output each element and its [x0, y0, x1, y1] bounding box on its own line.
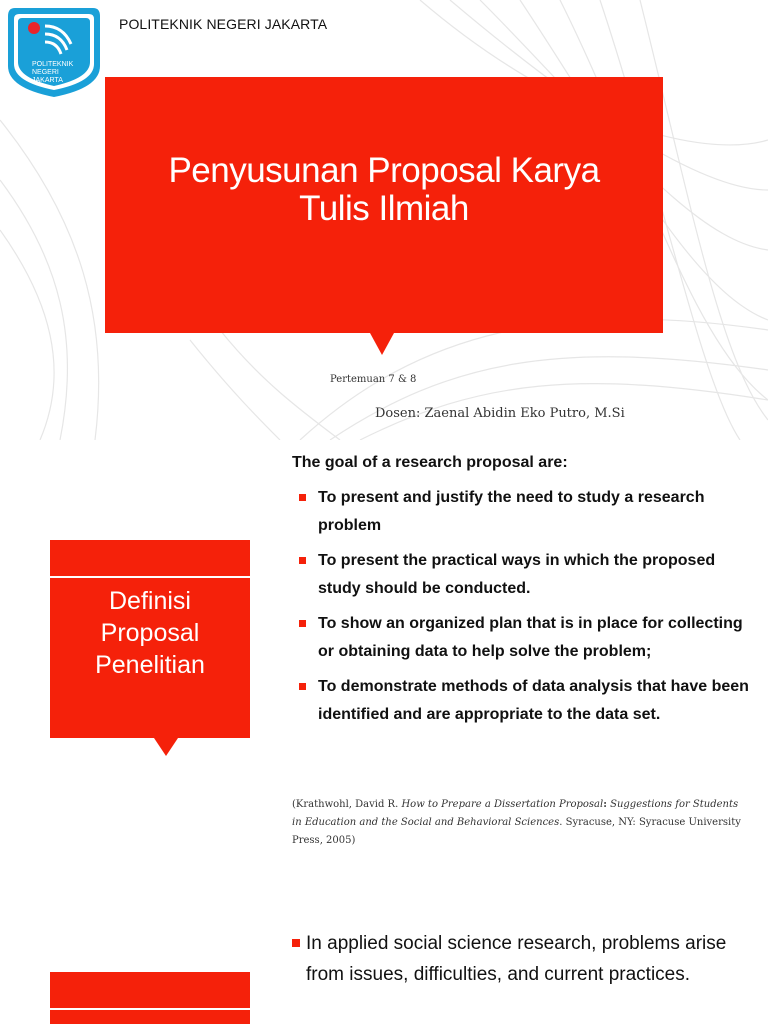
goal-heading: The goal of a research proposal are:	[292, 454, 568, 471]
problem-list	[292, 928, 752, 990]
citation-subtitle: Suggestions for Students in Education and the Social and Behavioral Sciences	[292, 799, 739, 828]
list-item: To demonstrate methods of data analysis that have been identified and are appropriate to the data set.	[298, 673, 750, 729]
citation-author: (Krathwohl, David R.	[292, 799, 399, 810]
section-title-line-3: Penelitian	[95, 651, 205, 679]
section-title	[95, 585, 205, 681]
logo-line-1: POLITEKNIK	[32, 61, 74, 68]
logo-line-2: NEGERI	[32, 69, 59, 76]
divider	[50, 576, 250, 578]
lecturer-label: Dosen: Zaenal Abidin Eko Putro, M.Si	[375, 406, 625, 421]
list-item: To present the practical ways in which the proposed study should be conducted.	[298, 547, 750, 603]
citation-colon: :	[603, 799, 607, 810]
goal-list	[298, 484, 750, 736]
institution-name: POLITEKNIK NEGERI JAKARTA	[119, 16, 328, 32]
list-item: To show an organized plan that is in place for collecting or obtaining data to help solve the problem;	[298, 610, 750, 666]
section-title-line-2: Proposal	[100, 619, 200, 647]
meeting-label: Pertemuan 7 & 8	[330, 374, 417, 385]
slide-title: Penyusunan Proposal Karya Tulis Ilmiah	[168, 151, 600, 228]
title-box	[105, 77, 663, 333]
logo-line-3: JAKARTA	[32, 77, 63, 84]
title-pointer	[370, 333, 394, 355]
list-item: To present and justify the need to study a research problem	[298, 484, 750, 540]
section-pointer	[154, 738, 178, 756]
divider	[50, 1008, 250, 1010]
list-item: In applied social science research, problems arise from issues, difficulties, and current practices.	[292, 928, 752, 990]
section-title-box	[50, 972, 250, 1024]
citation-title: How to Prepare a Dissertation Proposal	[401, 799, 604, 810]
pnj-logo-icon	[5, 4, 103, 100]
section-title-line-1: Definisi	[109, 587, 191, 615]
section-title-box	[50, 540, 250, 738]
citation	[292, 796, 742, 850]
citation-publisher: . Syracuse, NY: Syracuse University Press, 2005)	[292, 817, 741, 846]
problem-slide	[0, 870, 768, 1024]
title-slide	[0, 0, 768, 440]
definition-slide	[0, 440, 768, 870]
